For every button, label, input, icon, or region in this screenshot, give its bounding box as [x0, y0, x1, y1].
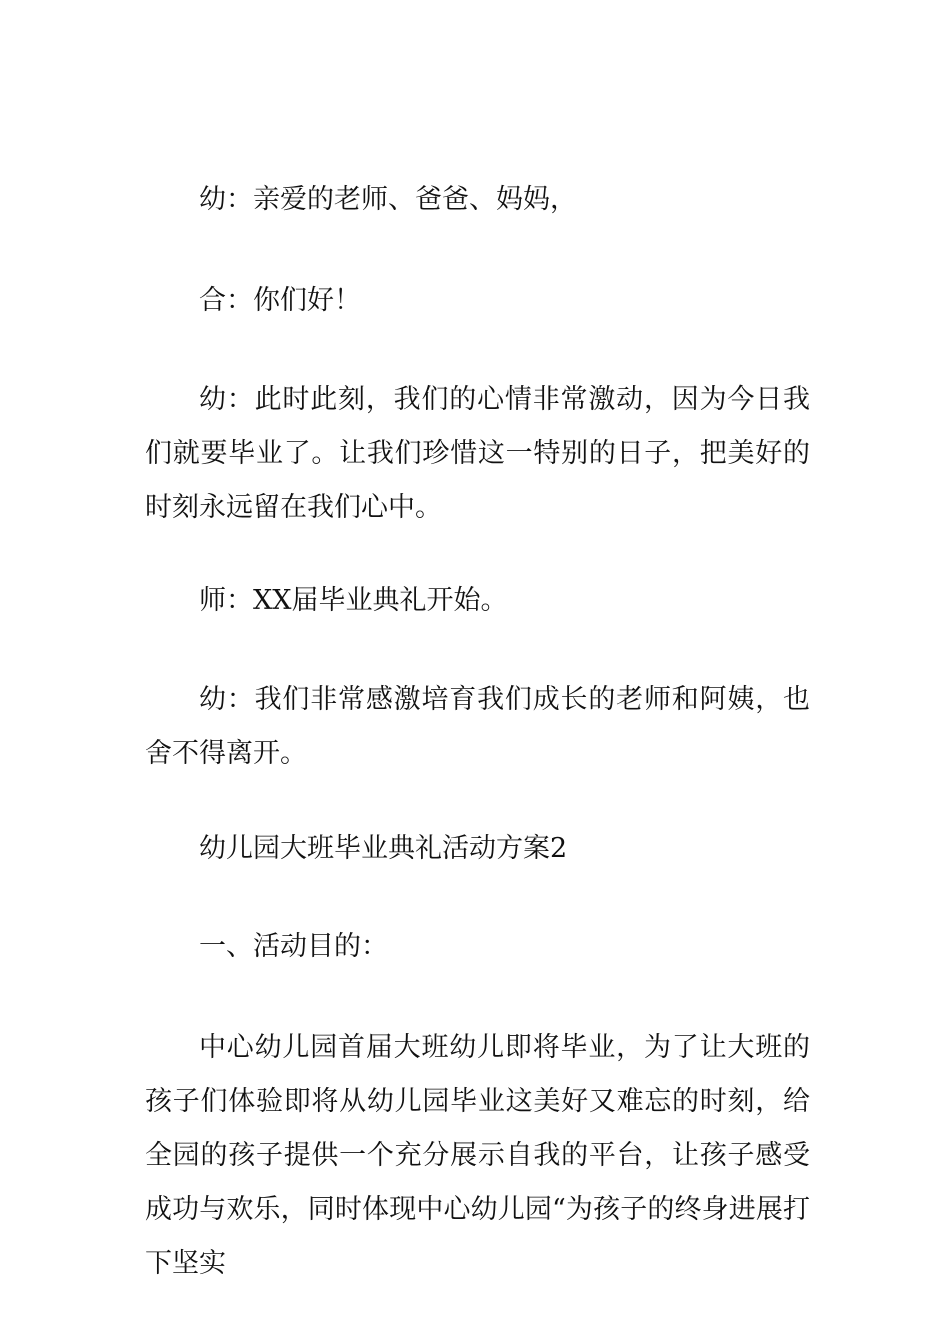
paragraph-4: 师：XX届毕业典礼开始。 — [199, 585, 508, 616]
paragraph-8: 中心幼儿园首届大班幼儿即将毕业，为了让大班的孩子们体验即将从幼儿园毕业这美好又难忘的时刻，给全园的孩子提供一个充分展示自我的平台，让孩子感受成功与欢乐，同时体现中心幼儿园“为孩子的终身进展打下坚实 — [145, 1032, 810, 1279]
paragraph-3: 幼：此时此刻，我们的心情非常激动，因为今日我们就要毕业了。让我们珍惜这一特别的日子，把美好的时刻永远留在我们心中。 — [145, 384, 810, 523]
paragraph-2: 合：你们好！ — [199, 285, 361, 316]
section-heading: 一、活动目的： — [199, 931, 388, 962]
paragraph-5: 幼：我们非常感激培育我们成长的老师和阿姨，也舍不得离开。 — [145, 684, 810, 769]
paragraph-1: 幼：亲爱的老师、爸爸、妈妈， — [199, 184, 577, 215]
section-title: 幼儿园大班毕业典礼活动方案2 — [199, 833, 568, 864]
